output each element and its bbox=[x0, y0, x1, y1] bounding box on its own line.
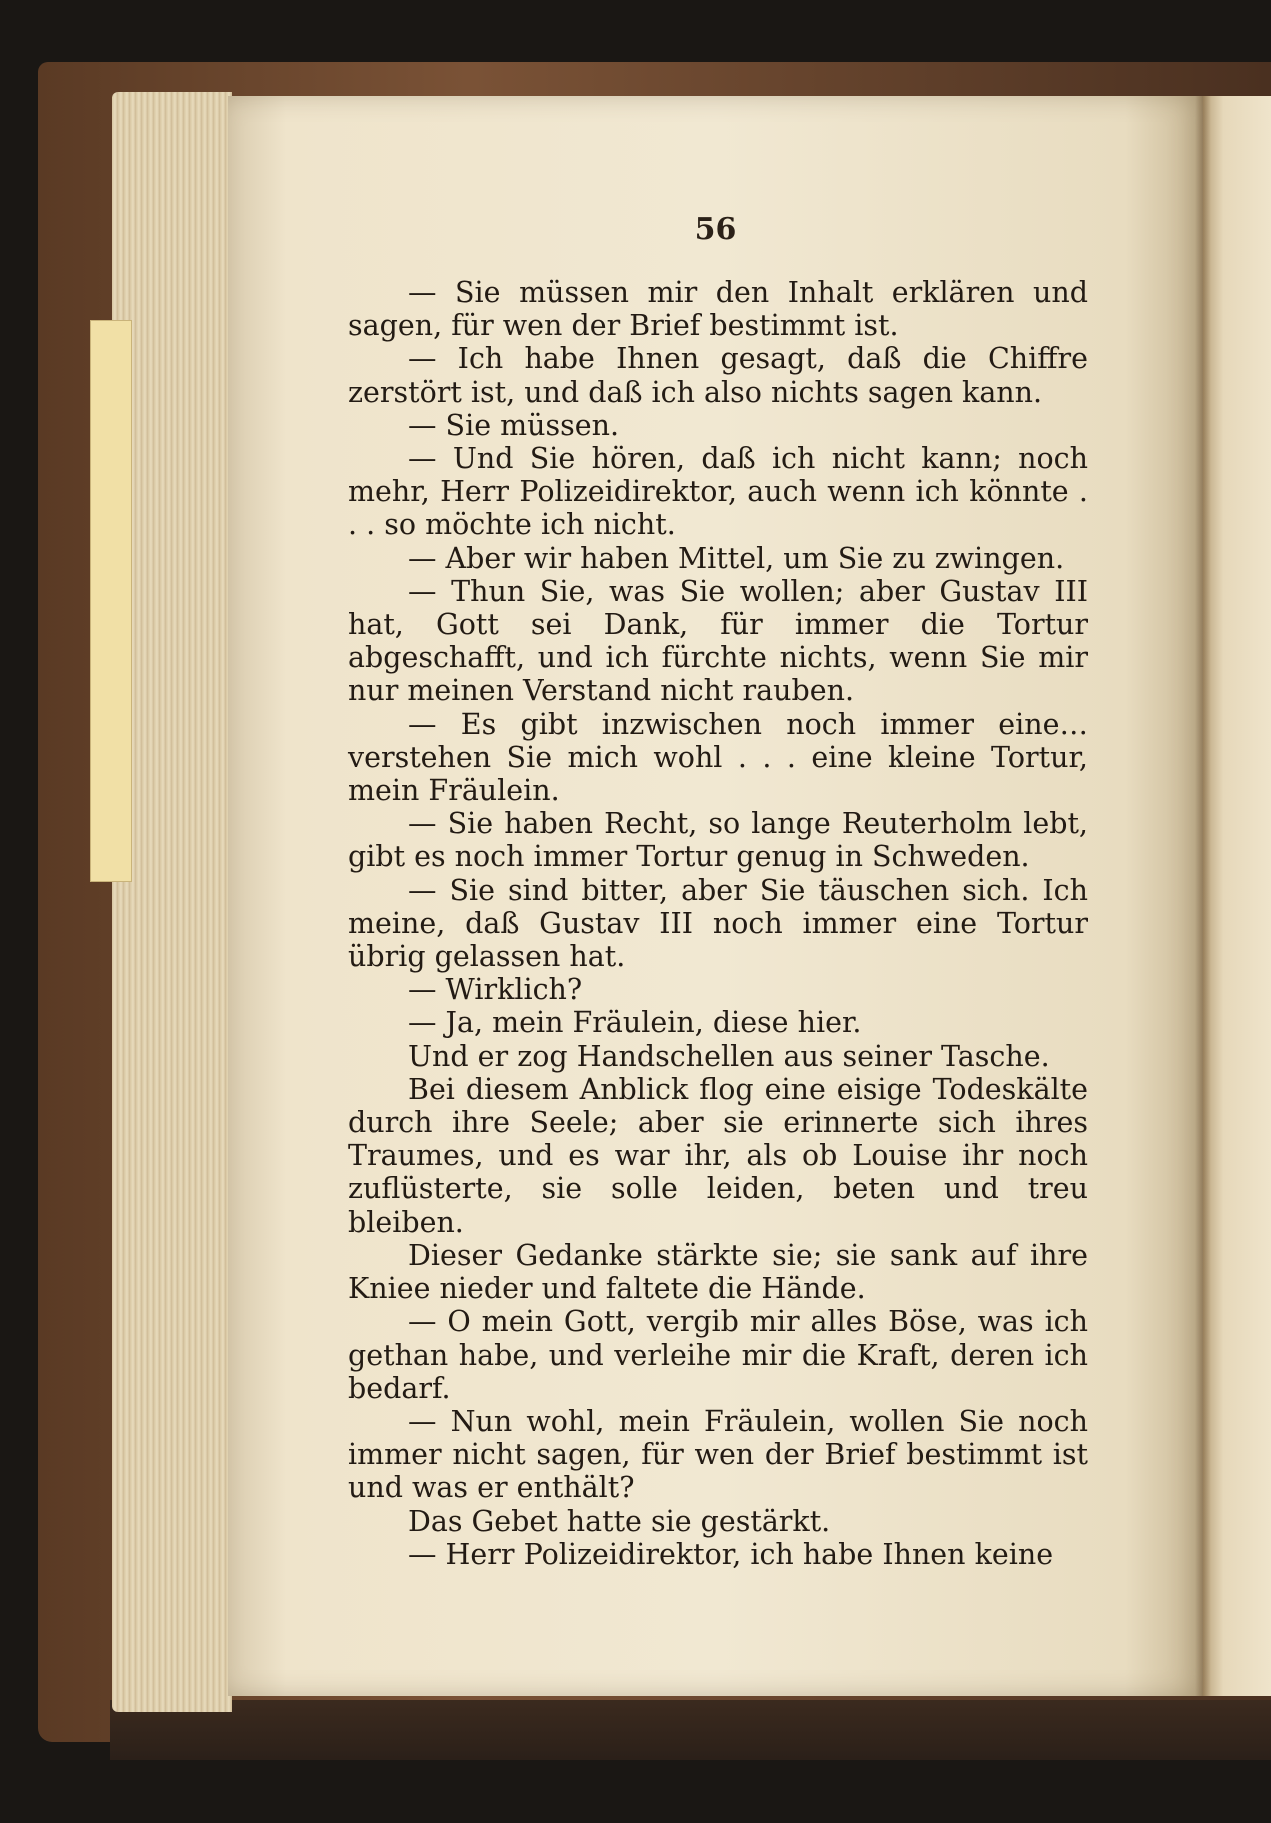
bookmark-strip bbox=[90, 320, 132, 882]
paragraph: — Nun wohl, mein Fräulein, wollen Sie noch immer nicht sagen, für wen der Brief bestimmt ist und was er enthält? bbox=[348, 1404, 1088, 1505]
paragraph: — Und Sie hören, daß ich nicht kann; noch mehr, Herr Polizeidirektor, auch wenn ich könnte . . . so möchte ich nicht. bbox=[348, 442, 1088, 542]
paragraph: Und er zog Handschellen aus seiner Tasche. bbox=[408, 1039, 1050, 1073]
paragraph: — Es gibt inzwischen noch immer eine… verstehen Sie mich wohl . . . eine kleine Tortur, mein Fräulein. bbox=[348, 707, 1088, 808]
paragraph: — Sie müssen mir den Inhalt erklären und sagen, für wen der Brief bestimmt ist. bbox=[348, 276, 1088, 343]
paragraph: — Sie müssen. bbox=[408, 408, 620, 442]
paragraph: — Aber wir haben Mittel, um Sie zu zwingen. bbox=[408, 541, 1065, 575]
paragraph: — Herr Polizeidirektor, ich habe Ihnen keine bbox=[408, 1537, 1054, 1571]
facing-page-edge bbox=[1203, 96, 1271, 1696]
paragraph: Bei diesem Anblick flog eine eisige Todeskälte durch ihre Seele; aber sie erinnerte sich ihres Traumes, und es war ihr, als ob Louise ihr noch zuflüsterte, sie solle leiden, beten und treu bleiben. bbox=[348, 1072, 1088, 1239]
paragraph: — Thun Sie, was Sie wollen; aber Gustav III hat, Gott sei Dank, für immer die Tortur abgeschafft, und ich fürchte nichts, wenn Sie mir nur meinen Verstand nicht rauben. bbox=[348, 574, 1088, 708]
paragraph: — Sie haben Recht, so lange Reuterholm lebt, gibt es noch immer Tortur genug in Schweden. bbox=[348, 807, 1088, 874]
page-gutter bbox=[1195, 96, 1211, 1696]
page-number: 56 bbox=[694, 212, 737, 247]
paragraph: — Wirklich? bbox=[408, 973, 583, 1007]
paragraph: — Ich habe Ihnen gesagt, daß die Chiffre zerstört ist, und daß ich also nichts sagen kann. bbox=[348, 342, 1088, 409]
paragraph: — Sie sind bitter, aber Sie täuschen sich. Ich meine, daß Gustav III noch immer eine Tortur übrig gelassen hat. bbox=[348, 873, 1088, 974]
book-page bbox=[228, 96, 1203, 1696]
page-text bbox=[348, 276, 1088, 1571]
paragraph: — O mein Gott, vergib mir alles Böse, was ich gethan habe, und verleihe mir die Kraft, deren ich bedarf. bbox=[348, 1305, 1088, 1405]
book-cover-edge bbox=[110, 1700, 1271, 1760]
paragraph: Das Gebet hatte sie gestärkt. bbox=[408, 1504, 831, 1538]
paragraph: — Ja, mein Fräulein, diese hier. bbox=[408, 1006, 862, 1040]
paragraph: Dieser Gedanke stärkte sie; sie sank auf ihre Kniee nieder und faltete die Hände. bbox=[348, 1238, 1088, 1306]
